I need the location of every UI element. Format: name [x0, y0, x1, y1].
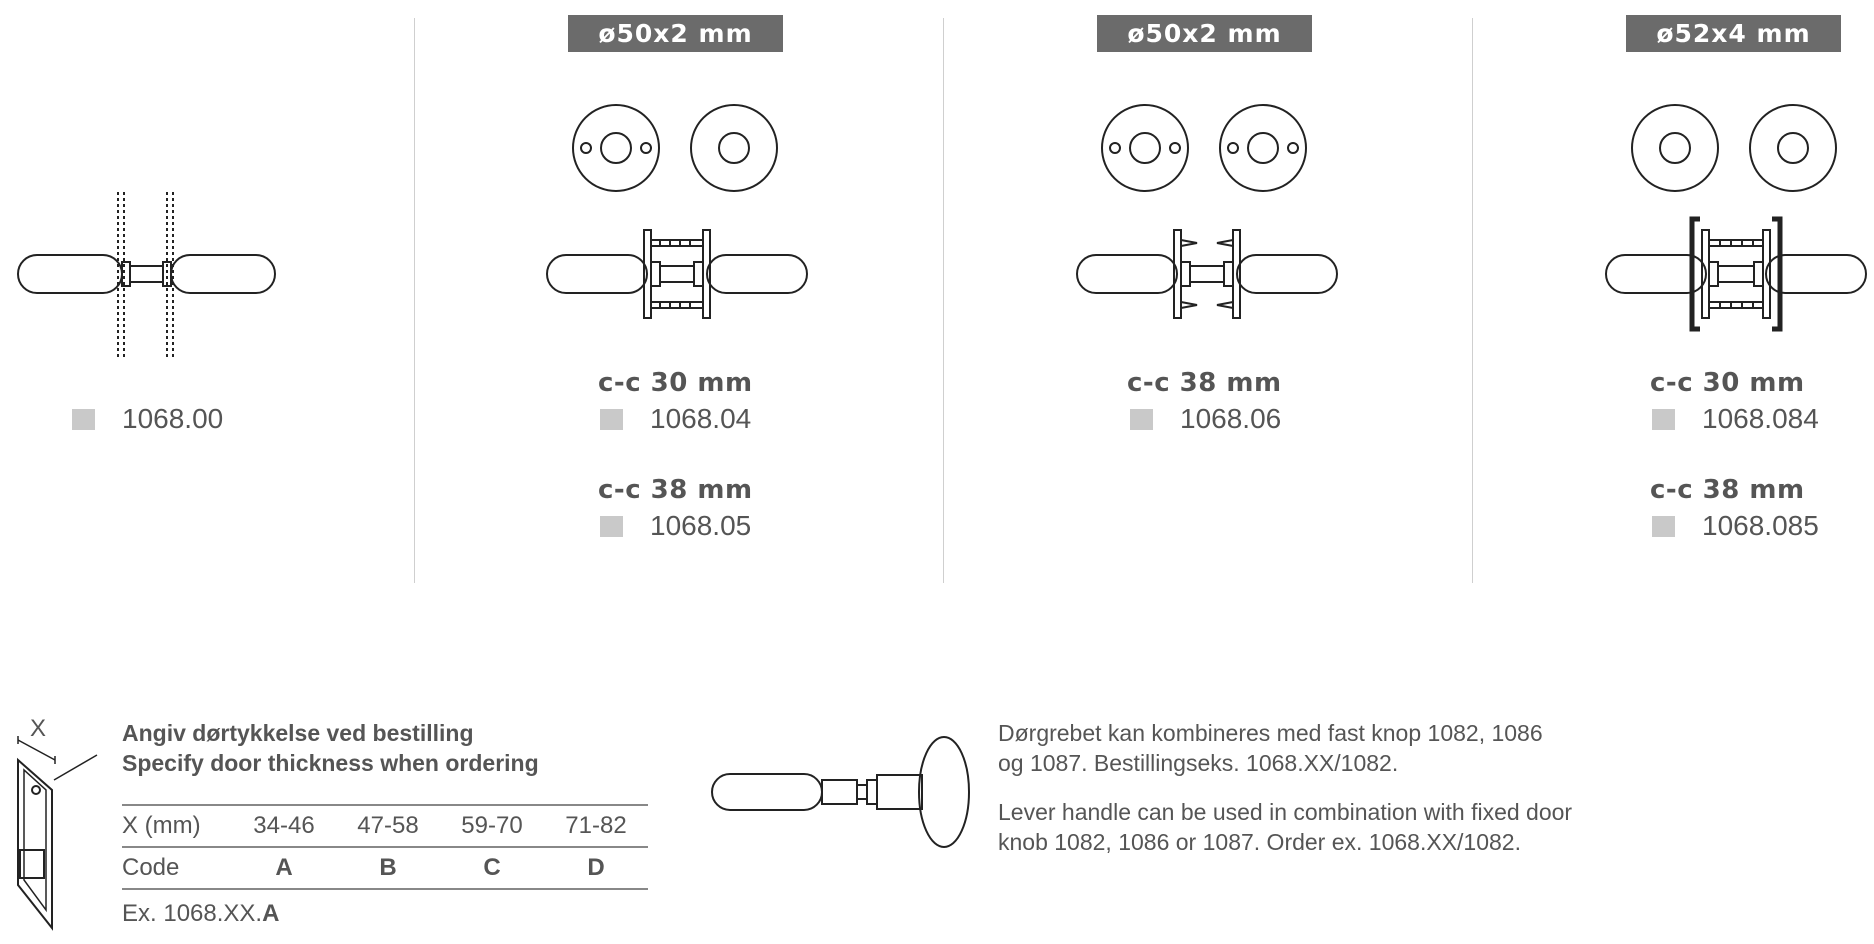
knob-note-da: Dørgrebet kan kombineres med fast knop 1082, 1086 og 1087. Bestillingseks. 1068.XX/1082.: [998, 720, 1543, 776]
lever-handle-drawing: [18, 192, 275, 358]
knob-note-en: Lever handle can be used in combination with fixed door knob 1082, 1086 or 1087. Order ex. 1068.XX/1082.: [998, 799, 1573, 855]
center-distance-label: c-c 30 mm: [598, 368, 753, 398]
finish-swatch: [600, 516, 623, 537]
center-distance-label: c-c 38 mm: [598, 475, 753, 505]
rosette-size-header: ø50x2 mm: [1097, 15, 1312, 52]
rosette-front-drawing: [1632, 105, 1836, 191]
rosette-size-header: ø52x4 mm: [1626, 15, 1841, 52]
table-cell: C: [440, 847, 544, 889]
table-cell: 59-70: [440, 805, 544, 847]
center-distance-label: c-c 38 mm: [1650, 475, 1805, 505]
table-cell: Code: [122, 847, 232, 889]
lever-thick-rosette-drawing: [1606, 219, 1866, 329]
finish-swatch: [1652, 516, 1675, 537]
finish-swatch: [1130, 409, 1153, 430]
finish-swatch: [72, 409, 95, 430]
table-cell: A: [232, 847, 336, 889]
door-thickness-title-en: Specify door thickness when ordering: [122, 750, 539, 776]
table-row: [122, 847, 648, 889]
rosette-front-drawing: [1102, 105, 1306, 191]
rosette-front-drawing: [573, 105, 777, 191]
center-distance-label: c-c 38 mm: [1127, 368, 1282, 398]
door-thickness-title-da: Angiv dørtykkelse ved bestilling: [122, 720, 474, 746]
table-cell: D: [544, 847, 648, 889]
x-dimension-label: X: [30, 715, 47, 742]
lever-with-fixed-knob-drawing: [712, 737, 969, 847]
table-cell: X (mm): [122, 805, 232, 847]
center-distance-label: c-c 30 mm: [1650, 368, 1805, 398]
lever-rosette-side-drawing: [547, 230, 807, 318]
table-cell: 34-46: [232, 805, 336, 847]
lever-screw-fixing-drawing: [1077, 230, 1337, 318]
table-row: [122, 805, 648, 847]
rosette-size-header: ø50x2 mm: [568, 15, 783, 52]
finish-swatch: [1652, 409, 1675, 430]
door-thickness-drawing: [18, 736, 97, 928]
order-example: Ex. 1068.XX.A: [122, 900, 280, 927]
table-cell: 47-58: [336, 805, 440, 847]
finish-swatch: [600, 409, 623, 430]
table-cell: 71-82: [544, 805, 648, 847]
door-thickness-table: [122, 804, 648, 890]
table-cell: B: [336, 847, 440, 889]
